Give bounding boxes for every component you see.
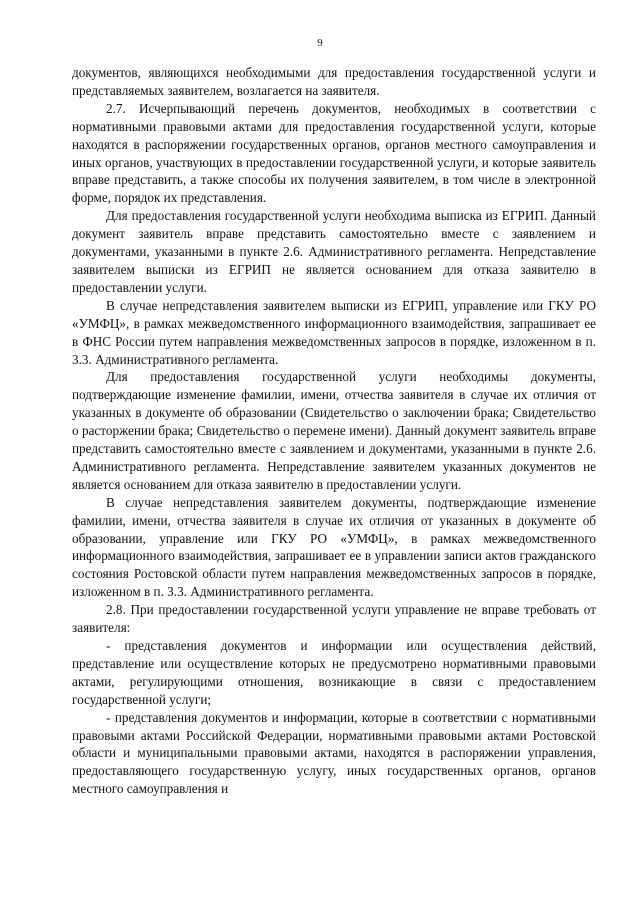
paragraph-name-change-interagency-request: В случае непредставления заявителем документы, подтверждающие изменение фамилии, имени, отчества заявителя в случае их отличия от указанных в документе об образовании, управление или ГКУ РО «УМФЦ», в рамках межведомственного информационного взаимодействия, запрашивает ее в управлении записи актов гражданского состояния Ростовской области путем направления межведомственных запросов в порядке, изложенном в п. 3.3. Административного регламента. bbox=[72, 494, 596, 600]
list-item-not-required-actions: - представления документов и информации или осуществления действий, представление или осуществление которых не предусмотрено нормативными правовыми актами, регулирующими отношения, возникающие в связи с предоставлением государственной услуги; bbox=[72, 638, 596, 707]
paragraph-2-8-heading: 2.8. При предоставлении государственной услуги управление не вправе требовать от заявителя: bbox=[72, 602, 596, 636]
list-item-documents-in-possession: - представления документов и информации, которые в соответствии с нормативными правовыми актами Российской Федерации, нормативными правовыми актами Ростовской области и муниципальными правовыми актами, находятся в распоряжении управления, предоставляющего государственную услугу, иных государственных органов, органов местного самоуправления и bbox=[72, 709, 596, 797]
paragraph-egrip-interagency-request: В случае непредставления заявителем выписки из ЕГРИП, управление или ГКУ РО «УМФЦ», в рамках межведомственного информационного взаимодействия, запрашивает ее в ФНС России путем направления межведомственных запросов в порядке, изложенном в п. 3.3. Административного регламента. bbox=[72, 297, 596, 367]
paragraph-continuation: документов, являющихся необходимыми для предоставления государственной услуги и представляемых заявителем, возлагается на заявителя. bbox=[72, 65, 596, 98]
paragraph-name-change-documents: Для предоставления государственной услуги необходимы документы, подтверждающие изменение фамилии, имени, отчества заявителя в случае их отличия от указанных в документе об образовании (Свидетельство о заключении брака; Свидетельство о расторжении брака; Свидетельство о перемене имени). Данный документ заявитель вправе представить самостоятельно вместе с заявлением и документами, указанными в пункте 2.6. Административного регламента. Непредставление заявителем указанных документов не является основанием для отказа заявителю в предоставлении услуги. bbox=[72, 369, 596, 492]
document-body bbox=[72, 64, 596, 798]
paragraph-2-7-heading: 2.7. Исчерпывающий перечень документов, необходимых в соответствии с нормативными правовыми актами для предоставления государственной услуги, которые находятся в распоряжении государственных органов, органов местного самоуправления и иных органов, участвующих в предоставлении государственной услуги, и которые заявитель вправе представить, а также способы их получения заявителем, в том числе в электронной форме, порядок их представления. bbox=[72, 100, 596, 206]
paragraph-egrip-required: Для предоставления государственной услуги необходима выписка из ЕГРИП. Данный документ заявитель вправе представить самостоятельно вместе с заявлением и документами, указанными в пункте 2.6. Административного регламента. Непредставление заявителем выписки из ЕГРИП не является основанием для отказа заявителю в предоставлении услуги. bbox=[72, 208, 596, 295]
page-number: 9 bbox=[317, 37, 323, 49]
